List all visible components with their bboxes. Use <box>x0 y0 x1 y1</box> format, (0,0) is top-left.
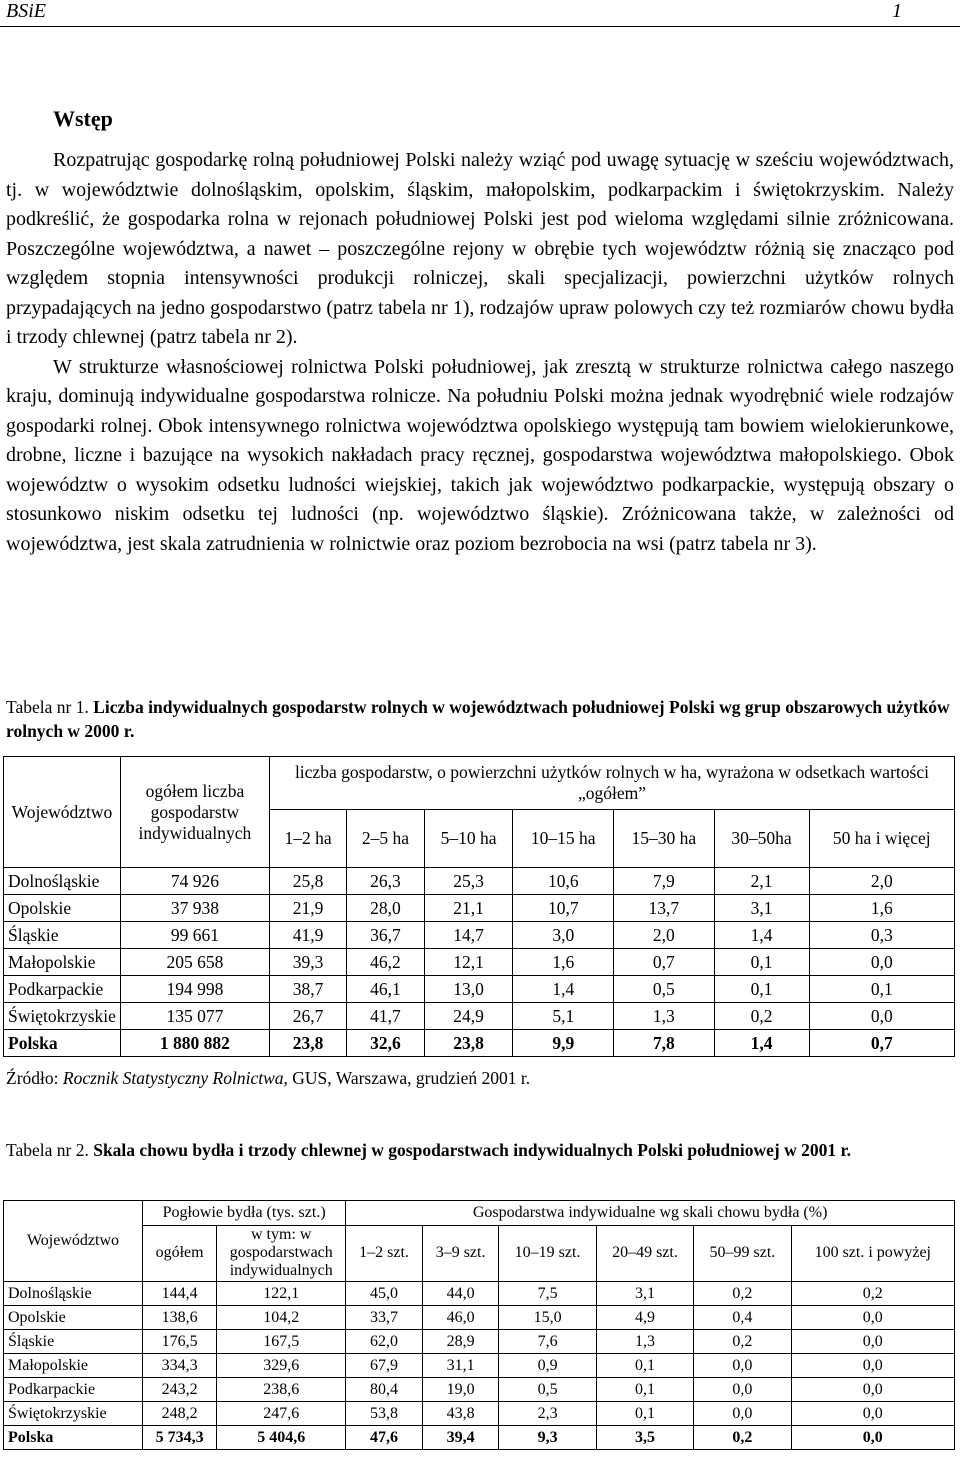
table1-subheader-7: 50 ha i więcej <box>809 810 954 868</box>
table1-cell-value: 1,6 <box>809 895 954 922</box>
table2-cell-value: 4,9 <box>596 1306 693 1330</box>
table1-cell-value: 46,1 <box>347 976 424 1003</box>
table1-cell-value: 46,2 <box>347 949 424 976</box>
table1-caption-prefix: Tabela nr 1. <box>6 697 89 717</box>
table1-cell-value: 3,1 <box>714 895 809 922</box>
table1-cell-value: 9,9 <box>513 1030 614 1057</box>
table1-cell-value: 36,7 <box>347 922 424 949</box>
table2-cell-value: 39,4 <box>422 1426 499 1450</box>
table1-cell-value: 0,0 <box>809 949 954 976</box>
table1-cell-value: 0,3 <box>809 922 954 949</box>
table1-cell-value: 14,7 <box>424 922 513 949</box>
table2-cell-value: 53,8 <box>346 1402 423 1426</box>
table2-cell-value: 80,4 <box>346 1378 423 1402</box>
table1-cell-value: 2,0 <box>809 868 954 895</box>
table2-cell-value: 67,9 <box>346 1354 423 1378</box>
table1-subheader-3: 5–10 ha <box>424 810 513 868</box>
table2-cell-value: 0,0 <box>694 1378 791 1402</box>
table2-cell-value: 334,3 <box>143 1354 217 1378</box>
body-text <box>6 146 954 559</box>
table2-cell-region: Polska <box>4 1426 143 1450</box>
table2-subheader-4: 20–49 szt. <box>596 1225 693 1281</box>
table2-cell-value: 9,3 <box>499 1426 596 1450</box>
source-title: Rocznik Statystyczny Rolnictwa <box>62 1068 284 1088</box>
table2-cell-value: 2,3 <box>499 1402 596 1426</box>
table2-header-group: Gospodarstwa indywidualne wg skali chowu bydła (%) <box>346 1201 955 1226</box>
table2-cell-value: 0,2 <box>791 1282 954 1306</box>
table2-cell-value: 0,5 <box>499 1378 596 1402</box>
table1-caption <box>6 695 956 743</box>
table2-cell-region: Małopolskie <box>4 1354 143 1378</box>
table2-cell-value: 0,0 <box>791 1426 954 1450</box>
table1-cell-value: 0,1 <box>714 976 809 1003</box>
table1-cell-region: Polska <box>4 1030 121 1057</box>
table2-cell-value: 0,1 <box>596 1354 693 1378</box>
table1-cell-value: 1,4 <box>714 922 809 949</box>
table1-cell-total: 99 661 <box>120 922 269 949</box>
table2-subheader-cattle-2: w tym: w gospodarstwach indywidualnych <box>217 1225 346 1281</box>
table1-subheader-1: 1–2 ha <box>269 810 346 868</box>
table1 <box>3 756 955 1057</box>
table1-header-total: ogółem liczba gospodarstw indywidualnych <box>120 757 269 868</box>
table1-cell-value: 2,0 <box>614 922 715 949</box>
table2-cell-value: 7,6 <box>499 1330 596 1354</box>
table1-cell-value: 0,1 <box>714 949 809 976</box>
table2-header-region: Województwo <box>4 1201 143 1282</box>
table1-cell-value: 0,2 <box>714 1003 809 1030</box>
table2-cell-region: Podkarpackie <box>4 1378 143 1402</box>
table2-cell-value: 44,0 <box>422 1282 499 1306</box>
table1-cell-total: 135 077 <box>120 1003 269 1030</box>
table2-caption <box>6 1138 956 1162</box>
table2 <box>3 1200 955 1450</box>
table1-cell-value: 28,0 <box>347 895 424 922</box>
table1-cell-value: 25,8 <box>269 868 346 895</box>
table1-cell-value: 26,7 <box>269 1003 346 1030</box>
table1-cell-value: 38,7 <box>269 976 346 1003</box>
table1-source <box>6 1068 530 1089</box>
source-prefix: Źródło: <box>6 1068 63 1088</box>
table1-cell-value: 13,0 <box>424 976 513 1003</box>
table1-cell-value: 0,1 <box>809 976 954 1003</box>
table2-cell-value: 0,0 <box>791 1402 954 1426</box>
page-number: 1 <box>892 0 902 22</box>
table1-header-group: liczba gospodarstw, o powierzchni użytków rolnych w ha, wyrażona w odsetkach wartości „ogółem” <box>269 757 954 810</box>
table2-cell-value: 43,8 <box>422 1402 499 1426</box>
table2-cell-value: 0,0 <box>791 1354 954 1378</box>
table2-cell-value: 15,0 <box>499 1306 596 1330</box>
table1-cell-value: 13,7 <box>614 895 715 922</box>
table-row <box>4 1378 955 1402</box>
header-rule <box>0 26 960 27</box>
table1-cell-value: 1,6 <box>513 949 614 976</box>
table1-caption-title: Liczba indywidualnych gospodarstw rolnych w województwach południowej Polski wg grup obszarowych użytków rolnych w 2000 r. <box>6 697 950 741</box>
table2-subheader-2: 3–9 szt. <box>422 1225 499 1281</box>
table1-cell-value: 0,7 <box>614 949 715 976</box>
table1-cell-total: 205 658 <box>120 949 269 976</box>
table2-cell-value: 167,5 <box>217 1330 346 1354</box>
table-row <box>4 922 955 949</box>
table-row <box>4 1030 955 1057</box>
table1-cell-value: 21,1 <box>424 895 513 922</box>
table2-cell-value: 0,1 <box>596 1378 693 1402</box>
table1-cell-value: 10,7 <box>513 895 614 922</box>
paragraph-1: Rozpatrując gospodarkę rolną południowej Polski należy wziąć pod uwagę sytuację w sześciu województwach, tj. w województwie dolnośląskim, opolskim, śląskim, małopolskim, podkarpackim i świętokrzyskim. Należy podkreślić, że gospodarka rolna w rejonach południowej Polski jest pod wieloma względami silnie zróżnicowana. Poszczególne województwa, a nawet – poszczególne rejony w obrębie tych województw różnią się znacząco pod względem stopnia intensywności produkcji rolniczej, skali specjalizacji, powierzchni użytków rolnych przypadających na jedno gospodarstwo (patrz tabela nr 1), rodzajów upraw polowych czy też rozmiarów chowu bydła i trzody chlewnej (patrz tabela nr 2). <box>6 149 954 348</box>
table2-cell-value: 138,6 <box>143 1306 217 1330</box>
table1-subheader-6: 30–50ha <box>714 810 809 868</box>
table-row <box>4 1003 955 1030</box>
table2-cell-value: 31,1 <box>422 1354 499 1378</box>
table-row <box>4 1426 955 1450</box>
table2-cell-value: 0,4 <box>694 1306 791 1330</box>
table1-cell-value: 7,9 <box>614 868 715 895</box>
table1-subheader-2: 2–5 ha <box>347 810 424 868</box>
table1-cell-region: Małopolskie <box>4 949 121 976</box>
table2-caption-prefix: Tabela nr 2. <box>6 1140 89 1160</box>
table2-cell-region: Opolskie <box>4 1306 143 1330</box>
table2-cell-value: 0,0 <box>694 1354 791 1378</box>
table2-cell-value: 1,3 <box>596 1330 693 1354</box>
table2-cell-value: 5 404,6 <box>217 1426 346 1450</box>
table2-cell-value: 28,9 <box>422 1330 499 1354</box>
table2-cell-region: Świętokrzyskie <box>4 1402 143 1426</box>
table1-cell-region: Świętokrzyskie <box>4 1003 121 1030</box>
table1-cell-value: 0,7 <box>809 1030 954 1057</box>
table2-cell-value: 3,1 <box>596 1282 693 1306</box>
table1-subheader-4: 10–15 ha <box>513 810 614 868</box>
table2-cell-region: Śląskie <box>4 1330 143 1354</box>
table1-subheader-5: 15–30 ha <box>614 810 715 868</box>
table2-cell-value: 329,6 <box>217 1354 346 1378</box>
table1-cell-region: Podkarpackie <box>4 976 121 1003</box>
table2-subheader-6: 100 szt. i powyżej <box>791 1225 954 1281</box>
table2-cell-value: 33,7 <box>346 1306 423 1330</box>
table2-cell-region: Dolnośląskie <box>4 1282 143 1306</box>
table-row <box>4 976 955 1003</box>
table-row <box>4 1282 955 1306</box>
table2-header-cattle: Pogłowie bydła (tys. szt.) <box>143 1201 346 1226</box>
table2-subheader-1: 1–2 szt. <box>346 1225 423 1281</box>
table2-cell-value: 0,0 <box>694 1402 791 1426</box>
table1-cell-value: 0,5 <box>614 976 715 1003</box>
table-row <box>4 1306 955 1330</box>
table-row <box>4 1354 955 1378</box>
table2-cell-value: 247,6 <box>217 1402 346 1426</box>
table1-cell-value: 23,8 <box>424 1030 513 1057</box>
table2-cell-value: 3,5 <box>596 1426 693 1450</box>
table2-cell-value: 0,0 <box>791 1306 954 1330</box>
table1-cell-value: 12,1 <box>424 949 513 976</box>
table-row <box>4 1402 955 1426</box>
table1-cell-value: 7,8 <box>614 1030 715 1057</box>
table2-cell-value: 46,0 <box>422 1306 499 1330</box>
table1-cell-value: 23,8 <box>269 1030 346 1057</box>
table1-cell-region: Opolskie <box>4 895 121 922</box>
table2-cell-value: 243,2 <box>143 1378 217 1402</box>
table1-cell-region: Dolnośląskie <box>4 868 121 895</box>
table2-cell-value: 47,6 <box>346 1426 423 1450</box>
table1-cell-value: 25,3 <box>424 868 513 895</box>
table1-cell-value: 1,4 <box>714 1030 809 1057</box>
table2-cell-value: 0,2 <box>694 1330 791 1354</box>
table1-cell-value: 0,0 <box>809 1003 954 1030</box>
table-row <box>4 1330 955 1354</box>
table1-cell-value: 24,9 <box>424 1003 513 1030</box>
table1-cell-value: 3,0 <box>513 922 614 949</box>
table1-cell-value: 41,7 <box>347 1003 424 1030</box>
page-header <box>0 0 960 22</box>
table1-cell-total: 74 926 <box>120 868 269 895</box>
table1-cell-value: 21,9 <box>269 895 346 922</box>
table2-subheader-cattle-1: ogółem <box>143 1225 217 1281</box>
table2-cell-value: 45,0 <box>346 1282 423 1306</box>
table2-cell-value: 5 734,3 <box>143 1426 217 1450</box>
table1-cell-total: 37 938 <box>120 895 269 922</box>
section-heading: Wstęp <box>53 106 113 131</box>
table1-cell-value: 26,3 <box>347 868 424 895</box>
table1-cell-value: 39,3 <box>269 949 346 976</box>
table-row <box>4 868 955 895</box>
table2-subheader-3: 10–19 szt. <box>499 1225 596 1281</box>
table1-cell-value: 32,6 <box>347 1030 424 1057</box>
table1-cell-value: 41,9 <box>269 922 346 949</box>
table2-cell-value: 19,0 <box>422 1378 499 1402</box>
table1-cell-region: Śląskie <box>4 922 121 949</box>
table-row <box>4 949 955 976</box>
table1-cell-value: 10,6 <box>513 868 614 895</box>
table1-cell-value: 2,1 <box>714 868 809 895</box>
table1-header-region: Województwo <box>4 757 121 868</box>
table2-cell-value: 0,0 <box>791 1378 954 1402</box>
table2-cell-value: 62,0 <box>346 1330 423 1354</box>
table2-cell-value: 104,2 <box>217 1306 346 1330</box>
table1-cell-total: 1 880 882 <box>120 1030 269 1057</box>
table2-cell-value: 248,2 <box>143 1402 217 1426</box>
table1-cell-value: 1,3 <box>614 1003 715 1030</box>
table-row <box>4 895 955 922</box>
table2-cell-value: 0,0 <box>791 1330 954 1354</box>
journal-abbrev: BSiE <box>6 0 46 22</box>
table2-cell-value: 176,5 <box>143 1330 217 1354</box>
table2-cell-value: 122,1 <box>217 1282 346 1306</box>
table1-cell-total: 194 998 <box>120 976 269 1003</box>
table2-caption-title: Skala chowu bydła i trzody chlewnej w gospodarstwach indywidualnych Polski południowej w 2001 r. <box>93 1140 852 1160</box>
table2-cell-value: 238,6 <box>217 1378 346 1402</box>
table2-cell-value: 0,2 <box>694 1426 791 1450</box>
table2-cell-value: 0,9 <box>499 1354 596 1378</box>
table2-cell-value: 0,1 <box>596 1402 693 1426</box>
table2-subheader-5: 50–99 szt. <box>694 1225 791 1281</box>
table1-cell-value: 1,4 <box>513 976 614 1003</box>
source-suffix: , GUS, Warszawa, grudzień 2001 r. <box>283 1068 531 1088</box>
table2-cell-value: 0,2 <box>694 1282 791 1306</box>
table2-cell-value: 7,5 <box>499 1282 596 1306</box>
table1-cell-value: 5,1 <box>513 1003 614 1030</box>
table2-cell-value: 144,4 <box>143 1282 217 1306</box>
paragraph-2: W strukturze własnościowej rolnictwa Polski południowej, jak zresztą w strukturze rolnictwa całego naszego kraju, dominują indywidualne gospodarstwa rolnicze. Na południu Polski można jednak wyodrębnić wiele rodzajów gospodarki rolnej. Obok intensywnego rolnictwa województwa opolskiego występują tam bowiem wielokierunkowe, drobne, liczne i bazujące na wysokich nakładach pracy ręcznej, gospodarstwa województwa małopolskiego. Obok województw o wysokim odsetku ludności wiejskiej, takich jak województwo podkarpackie, występują obszary o stosunkowo niskim odsetku tej ludności (np. województwo śląskie). Zróżnicowana także, w zależności od województwa, jest skala zatrudnienia w rolnictwie oraz poziom bezrobocia na wsi (patrz tabela nr 3). <box>6 355 954 555</box>
